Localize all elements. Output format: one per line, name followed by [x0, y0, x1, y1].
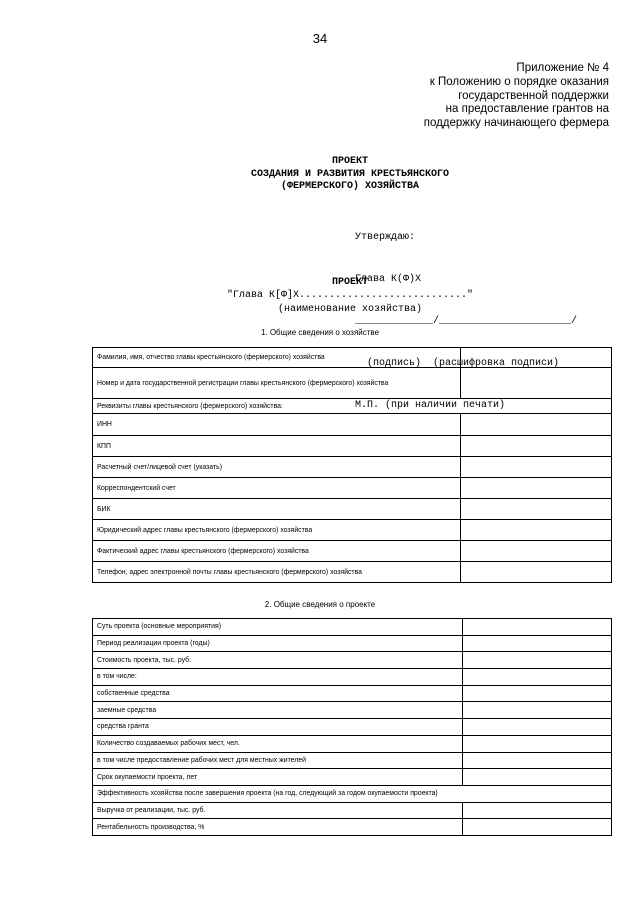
table-row-label: Фактический адрес главы крестьянского (фермерского) хозяйства — [93, 541, 461, 562]
table-row-label: КПП — [93, 436, 461, 457]
value-cell[interactable] — [461, 499, 612, 520]
value-cell[interactable] — [463, 802, 612, 819]
table-row-label: собственные средства — [93, 685, 463, 702]
section-2-title: 2. Общие сведения о проекте — [264, 600, 376, 609]
value-cell[interactable] — [463, 702, 612, 719]
value-cell[interactable] — [461, 348, 612, 368]
value-cell[interactable] — [463, 735, 612, 752]
table-row-label: Количество создаваемых рабочих мест, чел. — [93, 735, 463, 752]
value-cell[interactable] — [463, 652, 612, 669]
document-title — [0, 156, 640, 194]
value-cell[interactable] — [463, 635, 612, 652]
table-row-label: средства гранта — [93, 719, 463, 736]
annex-line: поддержку начинающего фермера — [423, 117, 609, 130]
value-cell[interactable] — [463, 769, 612, 786]
value-cell[interactable] — [461, 478, 612, 499]
project-title: ПРОЕКТ — [331, 277, 368, 288]
annex-block — [209, 62, 609, 131]
signature-line: _____________/______________________/ — [355, 316, 578, 327]
seal-note: М.П. (при наличии печати) — [355, 400, 506, 411]
value-cell[interactable] — [463, 752, 612, 769]
value-cell[interactable] — [461, 436, 612, 457]
value-cell[interactable] — [463, 685, 612, 702]
value-cell[interactable] — [463, 619, 612, 636]
value-cell[interactable] — [461, 562, 612, 583]
table-row-label: Стоимость проекта, тыс. руб. — [93, 652, 463, 669]
table-row-label: заемные средства — [93, 702, 463, 719]
farm-info-table — [92, 347, 612, 583]
title-line-1: ПРОЕКТ — [331, 156, 368, 167]
table-row-label: Период реализации проекта (годы) — [93, 635, 463, 652]
table-row-label: Суть проекта (основные мероприятия) — [93, 619, 463, 636]
annex-line: государственной поддержки — [458, 89, 609, 102]
table-row-label: в том числе: — [93, 669, 463, 686]
table-row-label: Фамилия, имя, отчество главы крестьянского (фермерского) хозяйства — [93, 348, 461, 368]
table-row-label: Рентабельность производства, % — [93, 819, 463, 836]
table-row-label: Номер и дата государственной регистрации главы крестьянского (фермерского) хозяйства — [93, 368, 461, 399]
table-row-label: Корреспондентский счет — [93, 478, 461, 499]
table-row-label: ИНН — [93, 414, 461, 436]
table-row-label: в том числе предоставление рабочих мест для местных жителей — [93, 752, 463, 769]
table-row-label: Расчетный счет/лицевой счет (указать) — [93, 457, 461, 478]
annex-line: к Положению о порядке оказания — [429, 75, 609, 88]
value-cell[interactable] — [461, 457, 612, 478]
table-row-label: Срок окупаемости проекта, лет — [93, 769, 463, 786]
table-row-label: Выручка от реализации, тыс. руб. — [93, 802, 463, 819]
value-cell[interactable] — [461, 520, 612, 541]
value-cell[interactable] — [463, 719, 612, 736]
annex-line: на предоставление грантов на — [445, 103, 609, 116]
value-cell[interactable] — [461, 368, 612, 399]
value-cell[interactable] — [461, 414, 612, 436]
section-1-title: 1. Общие сведения о хозяйстве — [260, 328, 380, 337]
approve-label: Утверждаю: — [355, 232, 416, 243]
table-row-label: Телефон, адрес электронной почты главы крестьянского (фермерского) хозяйства — [93, 562, 461, 583]
farm-name: "Глава К[Ф]Х............................" — [226, 290, 474, 301]
title-line-2: СОЗДАНИЯ И РАЗВИТИЯ КРЕСТЬЯНСКОГО — [250, 168, 450, 180]
table-row-label: Юридический адрес главы крестьянского (фермерского) хозяйства — [93, 520, 461, 541]
value-cell[interactable] — [463, 819, 612, 836]
annex-line: Приложение № 4 — [516, 62, 609, 74]
table-row-label: Эффективность хозяйства после завершения проекта (на год, следующий за годом окупаемости проекта) — [93, 785, 612, 802]
signature-caption: (подпись) (расшифровка подписи) — [355, 358, 560, 369]
farm-name-caption: (наименование хозяйства) — [277, 304, 423, 315]
table-row-label: БИК — [93, 499, 461, 520]
value-cell[interactable] — [463, 669, 612, 686]
table-row-label: Реквизиты главы крестьянского (фермерского) хозяйства: — [93, 399, 612, 414]
approve-position: Глава К(Ф)Х — [355, 274, 422, 285]
value-cell[interactable] — [461, 541, 612, 562]
title-line-3: (ФЕРМЕРСКОГО) ХОЗЯЙСТВА — [280, 181, 420, 192]
page-number: 34 — [312, 31, 328, 46]
project-info-table — [92, 618, 612, 836]
